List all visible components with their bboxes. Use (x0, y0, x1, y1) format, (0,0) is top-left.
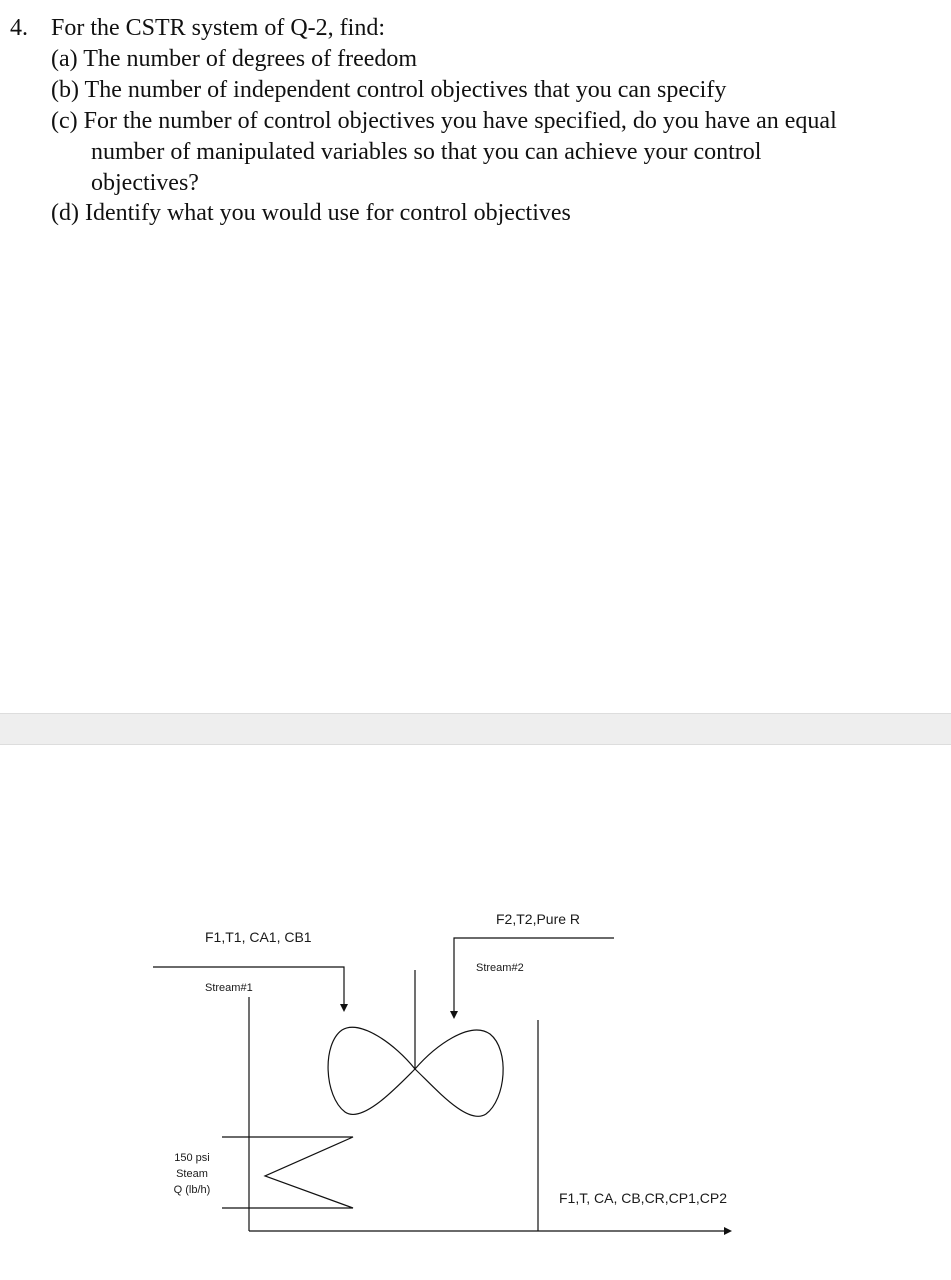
question-intro: For the CSTR system of Q-2, find: (51, 15, 385, 41)
agitator-blade-right (415, 1030, 503, 1116)
stream1-variables-label: F1,T1, CA1, CB1 (205, 929, 312, 945)
stream2-inlet-line (454, 938, 614, 1017)
question-part-c-line3: objectives? (91, 170, 199, 196)
steam-name-label: Steam (176, 1168, 208, 1180)
steam-flow-label: Q (lb/h) (173, 1184, 211, 1196)
steam-pressure-label: 150 psi (174, 1152, 210, 1164)
agitator-blade-left (328, 1027, 415, 1114)
cstr-diagram (0, 744, 951, 1280)
question-part-c-line2: number of manipulated variables so that you can achieve your control (91, 139, 762, 165)
page-divider (0, 713, 951, 745)
question-part-c-line1: (c) For the number of control objectives you have specified, do you have an equal (51, 108, 837, 134)
question-part-b: (b) The number of independent control objectives that you can specify (51, 77, 727, 103)
question-part-a: (a) The number of degrees of freedom (51, 46, 418, 72)
cstr-diagram-drawing (0, 744, 951, 1280)
stream2-name-label: Stream#2 (476, 962, 524, 974)
question-number: 4. (10, 15, 28, 41)
stream1-name-label: Stream#1 (205, 982, 253, 994)
steam-label (166, 1150, 218, 1198)
stream2-variables-label: F2,T2,Pure R (496, 911, 581, 927)
steam-coil (222, 1137, 353, 1208)
question-part-d: (d) Identify what you would use for control objectives (51, 200, 571, 226)
outlet-variables-label: F1,T, CA, CB,CR,CP1,CP2 (559, 1190, 728, 1206)
